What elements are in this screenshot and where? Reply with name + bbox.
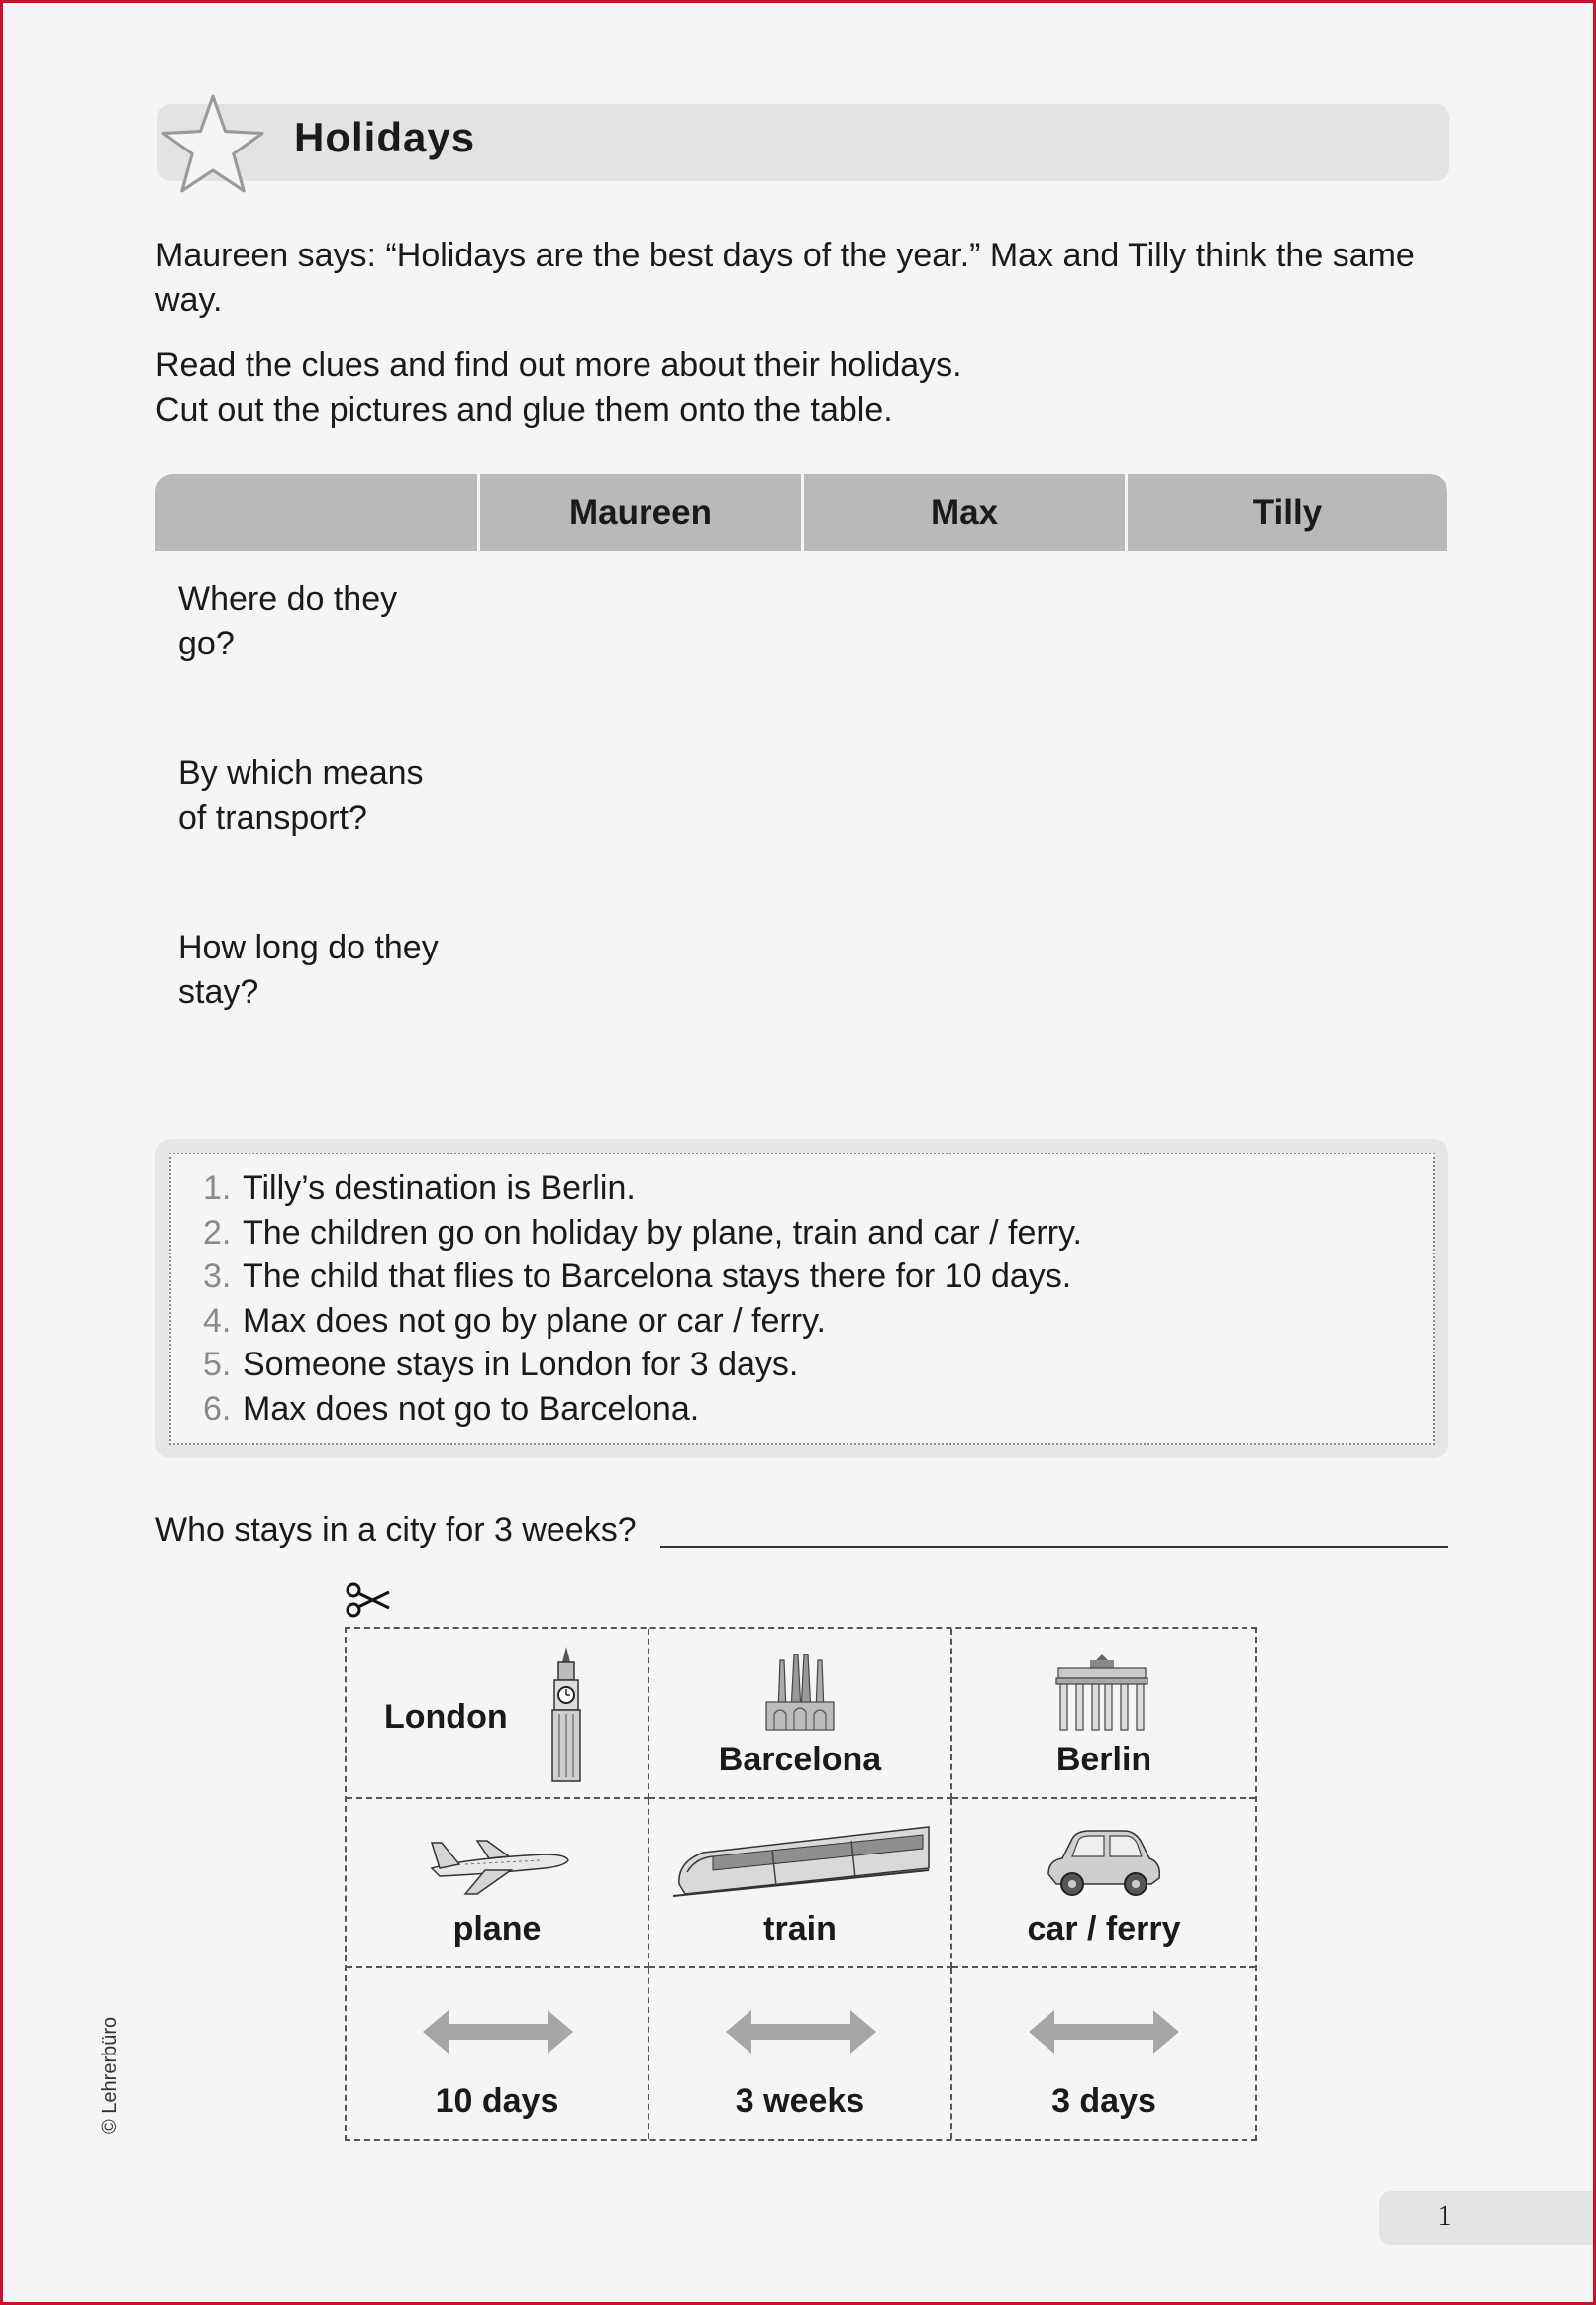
- cutout-label: Barcelona: [718, 1740, 882, 1778]
- table-header-max: Max: [801, 474, 1125, 551]
- cutout-label: 10 days: [435, 2082, 559, 2120]
- sagrada-familia-icon: [760, 1653, 840, 1732]
- cutout-grid: [345, 1627, 1257, 2141]
- star-icon: [161, 92, 264, 195]
- cutout-barcelona[interactable]: [649, 1629, 952, 1799]
- clue-number: 3.: [203, 1257, 232, 1295]
- cutout-label: car / ferry: [1027, 1910, 1181, 1949]
- cutout-label: 3 weeks: [735, 2082, 865, 2120]
- cutout-label: London: [384, 1698, 508, 1736]
- table-header-empty: [155, 474, 477, 551]
- page-number-tab: [1379, 2191, 1596, 2245]
- scissors-icon: [346, 1582, 391, 1618]
- question-text: Who stays in a city for 3 weeks?: [155, 1511, 637, 1549]
- cutout-3-days[interactable]: [952, 1968, 1255, 2139]
- copyright-text: © Lehrerbüro: [99, 2016, 121, 2134]
- cutout-car-ferry[interactable]: [952, 1799, 1255, 1969]
- clue-text: Max does not go by plane or car / ferry.: [243, 1301, 826, 1340]
- cutout-3-weeks[interactable]: [649, 1968, 952, 2139]
- clue-item: [203, 1254, 1433, 1299]
- cutout-label: plane: [452, 1910, 542, 1949]
- double-arrow-icon: [724, 2006, 878, 2057]
- page-number: 1: [1437, 2199, 1452, 2232]
- clue-number: 4.: [203, 1301, 232, 1340]
- table-header: [155, 474, 1447, 551]
- clues-list: [169, 1152, 1435, 1445]
- cutout-berlin[interactable]: [952, 1629, 1255, 1799]
- clue-item: [203, 1299, 1433, 1344]
- clue-number: 1.: [203, 1169, 232, 1207]
- cutout-london[interactable]: [347, 1629, 649, 1799]
- intro-paragraph-1: Maureen says: “Holidays are the best days of the year.” Max and Tilly think the same way.: [155, 237, 1415, 319]
- row-label-line: By which means: [178, 754, 424, 792]
- clue-number: 6.: [203, 1389, 232, 1428]
- answer-line[interactable]: [660, 1546, 1448, 1548]
- row-label-line: Where do they: [178, 580, 398, 618]
- car-icon: [1043, 1823, 1163, 1900]
- cutout-train[interactable]: [649, 1799, 952, 1969]
- double-arrow-icon: [421, 2006, 575, 2057]
- row-label-line: go?: [178, 625, 235, 662]
- cutout-plane[interactable]: [347, 1799, 649, 1969]
- cutout-label: train: [763, 1910, 837, 1949]
- row-label-line: How long do they: [178, 929, 439, 966]
- row-label-line: of transport?: [178, 799, 367, 837]
- clue-item: [203, 1387, 1433, 1432]
- train-icon: [673, 1823, 931, 1898]
- clue-number: 5.: [203, 1346, 232, 1383]
- big-ben-icon: [545, 1645, 588, 1783]
- cutout-label: Berlin: [1055, 1740, 1152, 1778]
- intro-paragraph-2: [155, 344, 1462, 433]
- intro-line: Read the clues and find out more about their holidays.: [155, 347, 962, 384]
- clue-text: The children go on holiday by plane, train and car / ferry.: [243, 1213, 1082, 1252]
- clue-number: 2.: [203, 1213, 232, 1252]
- brandenburg-gate-icon: [1054, 1653, 1149, 1732]
- row-label-duration: [178, 926, 475, 1015]
- row-label-line: stay?: [178, 973, 259, 1011]
- clue-item: [203, 1211, 1433, 1255]
- clue-item: [203, 1166, 1433, 1211]
- clue-text: Tilly’s destination is Berlin.: [243, 1169, 636, 1207]
- row-label-transport: [178, 752, 475, 841]
- double-arrow-icon: [1027, 2006, 1181, 2057]
- clue-text: Someone stays in London for 3 days.: [243, 1346, 799, 1383]
- intro-line: Cut out the pictures and glue them onto the table.: [155, 391, 893, 429]
- plane-icon: [426, 1825, 570, 1896]
- clue-item: [203, 1343, 1433, 1387]
- cutout-label: 3 days: [1051, 2082, 1156, 2120]
- cutout-10-days[interactable]: [347, 1968, 649, 2139]
- clue-text: Max does not go to Barcelona.: [243, 1389, 700, 1428]
- clues-box: [155, 1139, 1448, 1458]
- row-label-where: [178, 577, 475, 666]
- page-title: Holidays: [294, 114, 476, 160]
- table-header-tilly: Tilly: [1125, 474, 1447, 551]
- clue-text: The child that flies to Barcelona stays there for 10 days.: [243, 1257, 1072, 1295]
- table-header-maureen: Maureen: [477, 474, 801, 551]
